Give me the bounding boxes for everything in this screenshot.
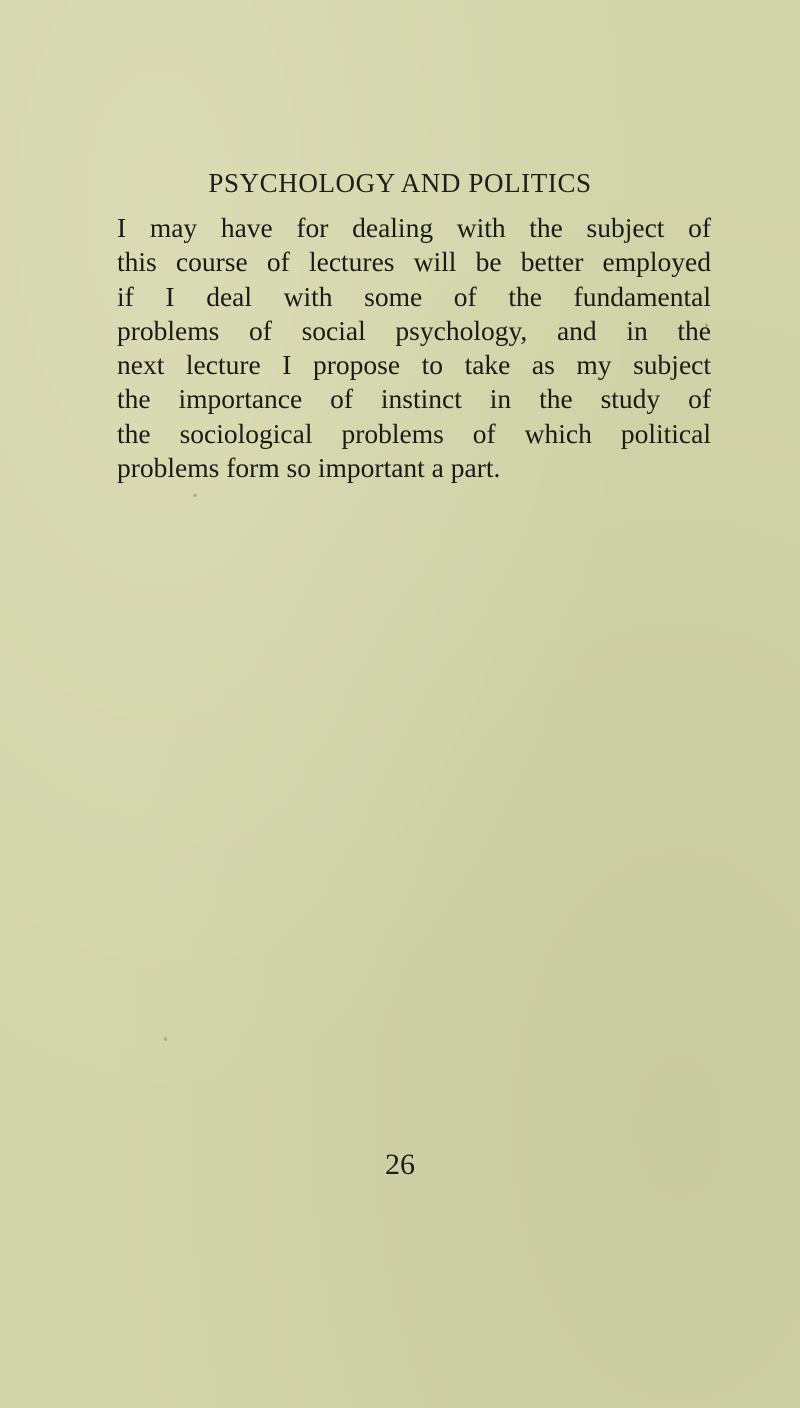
running-head: PSYCHOLOGY AND POLITICS (208, 168, 592, 198)
page-number: 26 (385, 1148, 415, 1181)
text-line: the sociological problems of which political (117, 417, 711, 449)
text-line: if I deal with some of the fundamental (117, 280, 711, 312)
text-line: this course of lectures will be better employed (117, 246, 711, 278)
paper-speck (193, 494, 197, 497)
text-line: next lecture I propose to take as my subject (117, 349, 711, 381)
text-line: the importance of instinct in the study of (117, 383, 711, 415)
body-paragraph (117, 211, 711, 485)
paper-speck (705, 323, 708, 328)
text-line: problems of social psychology, and in the (117, 314, 711, 346)
text-line: I may have for dealing with the subject of (117, 212, 711, 243)
paper-speck (164, 1037, 167, 1041)
text-line: problems form so important a part. (117, 452, 501, 484)
